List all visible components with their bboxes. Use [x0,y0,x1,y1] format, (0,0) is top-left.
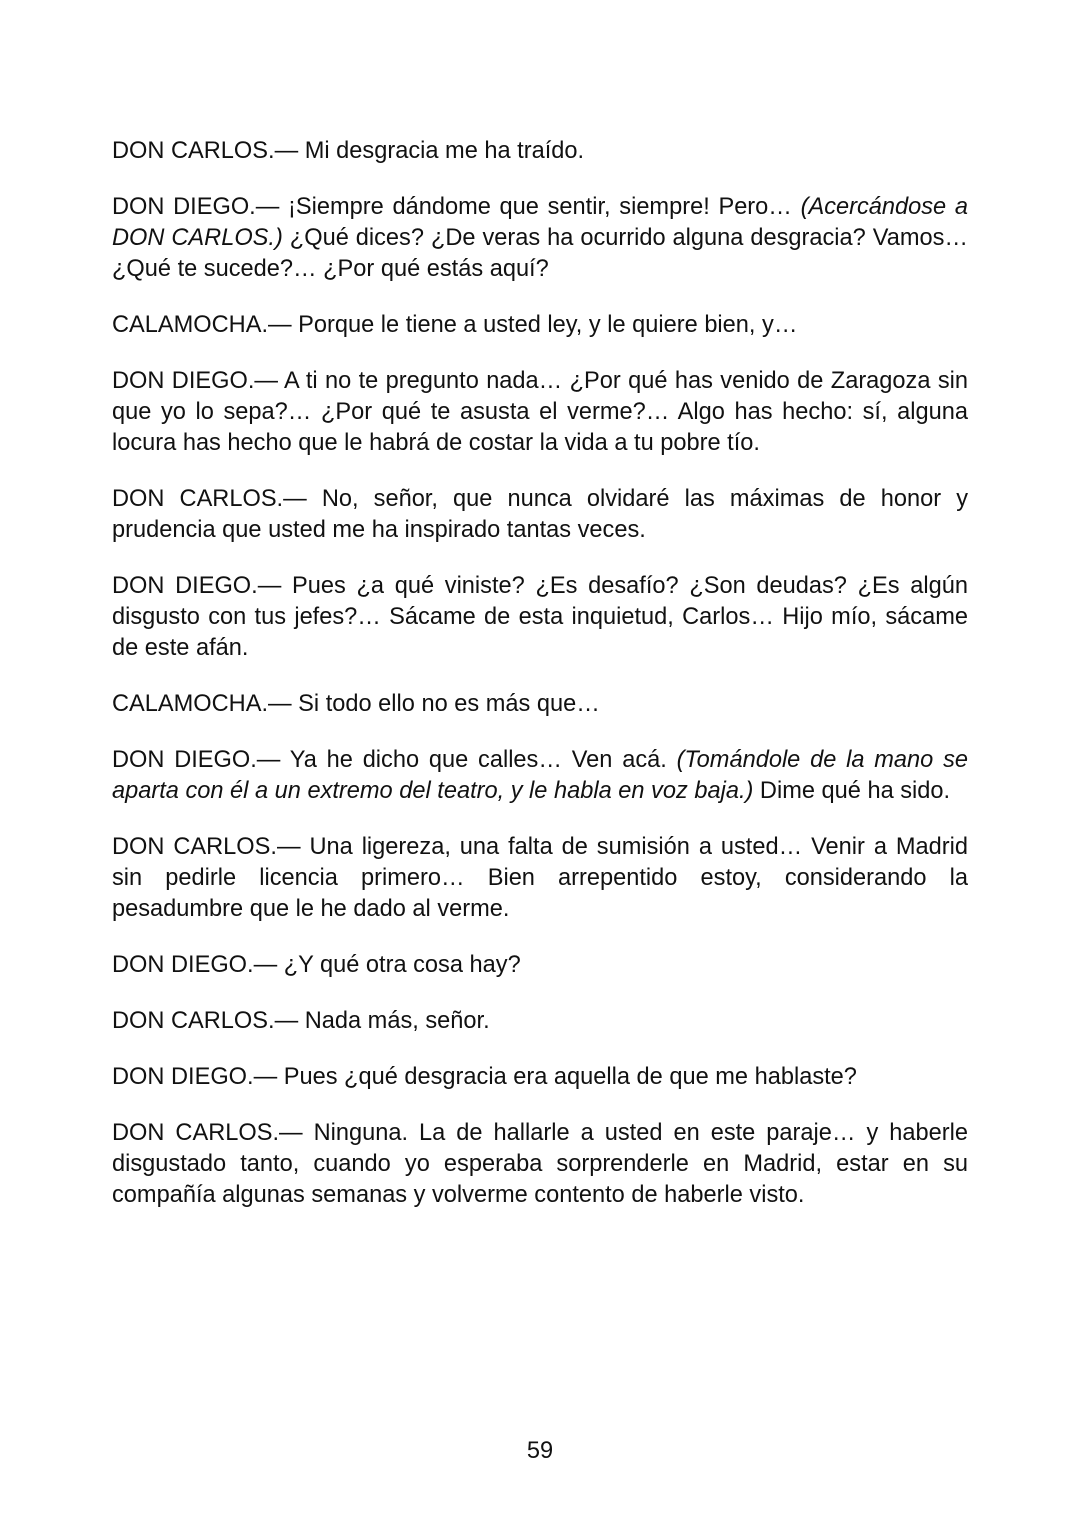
dialogue-text: Dime qué ha sido. [753,778,951,804]
speaker-name: DON CARLOS.— [112,834,301,860]
dialogue-paragraph [112,310,968,341]
dialogue-text: A ti no te pregunto nada… ¿Por qué has venido de Zaragoza sin que yo lo sepa?… ¿Por qué te asusta el verme?… Algo has hecho: sí, alguna locura has hecho que le habrá de costar la vida a tu pobre tío. [112,368,968,456]
speaker-name: DON DIEGO.— [112,194,280,220]
speaker-name: DON DIEGO.— [112,573,282,599]
dialogue-text: Pues ¿a qué viniste? ¿Es desafío? ¿Son deudas? ¿Es algún disgusto con tus jefes?… Sácame de esta inquietud, Carlos… Hijo mío, sácame de este afán. [112,573,968,661]
dialogue-paragraph [112,1006,968,1037]
speaker-name: DON CARLOS.— [112,138,299,164]
dialogue-text: Si todo ello no es más que… [291,691,600,717]
play-text-body [112,136,968,1236]
speaker-name: DON DIEGO.— [112,952,278,978]
dialogue-text: Mi desgracia me ha traído. [298,138,585,164]
dialogue-paragraph [112,136,968,167]
speaker-name: DON DIEGO.— [112,368,278,394]
stage-direction: (Acercándose a DON CARLOS.) [112,194,968,251]
dialogue-paragraph [112,1062,968,1093]
stage-direction: (Tomándole de la mano se aparta con él a un extremo del teatro, y le habla en voz baja.) [112,747,968,804]
dialogue-text: Nada más, señor. [298,1008,490,1034]
dialogue-paragraph [112,192,968,285]
page-number: 59 [526,1438,554,1464]
dialogue-paragraph [112,484,968,546]
dialogue-text: ¡Siempre dándome que sentir, siempre! Pero… [279,194,801,220]
speaker-name: CALAMOCHA.— [112,312,292,338]
dialogue-paragraph [112,571,968,664]
speaker-name: DON CARLOS.— [112,486,307,512]
dialogue-text: ¿Y qué otra cosa hay? [277,952,521,978]
dialogue-paragraph [112,745,968,807]
dialogue-paragraph [112,950,968,981]
dialogue-text: Ya he dicho que calles… Ven acá. [280,747,677,773]
dialogue-text: No, señor, que nunca olvidaré las máximas de honor y prudencia que usted me ha inspirado tantas veces. [112,486,968,543]
speaker-name: DON CARLOS.— [112,1120,303,1146]
speaker-name: DON DIEGO.— [112,747,281,773]
dialogue-text: ¿Qué dices? ¿De veras ha ocurrido alguna desgracia? Vamos… ¿Qué te sucede?… ¿Por qué estás aquí? [112,225,969,282]
dialogue-text: Porque le tiene a usted ley, y le quiere bien, y… [291,312,798,338]
dialogue-paragraph [112,1118,968,1211]
dialogue-text: Una ligereza, una falta de sumisión a usted… Venir a Madrid sin pedirle licencia primero… Bien arrepentido estoy, considerando la pesadumbre que le he dado al verme. [112,834,968,922]
dialogue-text: Pues ¿qué desgracia era aquella de que me hablaste? [277,1064,857,1090]
dialogue-paragraph [112,689,968,720]
speaker-name: DON DIEGO.— [112,1064,278,1090]
dialogue-paragraph [112,366,968,459]
dialogue-text: Ninguna. La de hallarle a usted en este paraje… y haberle disgustado tanto, cuando yo esperaba sorprenderle en Madrid, estar en su compañía algunas semanas y volverme contento de haberle visto. [112,1120,968,1208]
speaker-name: DON CARLOS.— [112,1008,299,1034]
dialogue-paragraph [112,832,968,925]
speaker-name: CALAMOCHA.— [112,691,292,717]
